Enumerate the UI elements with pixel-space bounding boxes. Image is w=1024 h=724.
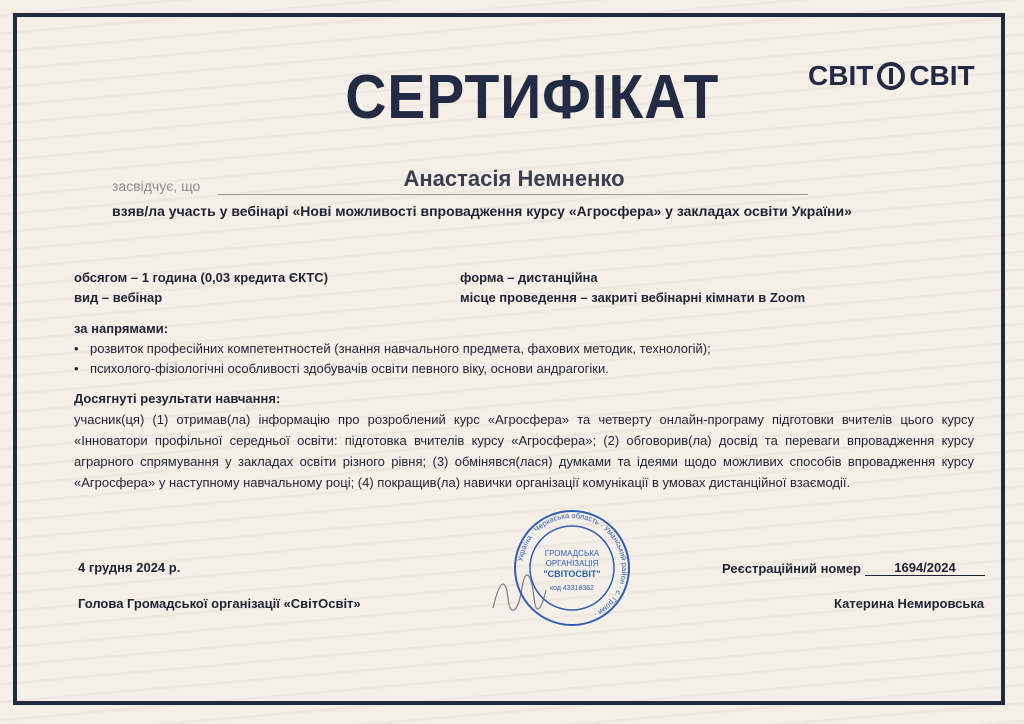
registration-label: Реєстраційний номер [722,561,861,576]
logo-text-left: СВІТ [808,60,874,91]
logo-text-right: СВІТ [909,60,975,91]
stamp-line2: ОРГАНІЗАЦІЯ [545,559,599,568]
directions-section [74,319,954,379]
stamp-line1: ГРОМАДСЬКА [544,549,600,558]
participation-text: взяв/ла участь у вебінарі «Нові можливості впровадження курсу «Агросфера» у закладах освіти України» [112,203,852,219]
stamp-line3: "СВІТОСВІТ" [543,569,601,579]
stamp-code: код 43318362 [549,585,595,592]
certificate-title: СЕРТИФІКАТ [345,63,720,132]
volume-text: обсягом – 1 година (0,03 кредита ЄКТС) [74,270,329,285]
place-text: місце проведення – закриті вебінарні кімнати в Zoom [460,290,806,305]
name-underline [218,194,808,195]
recipient-name: Анастасія Немненко [403,166,625,191]
direction-item: • розвиток професійних компетентностей (знання навчального предмета, фахових методик, технологій); [74,339,954,359]
logo-circle-icon [877,62,905,90]
form-text: форма – дистанційна [460,270,598,285]
stamp-inner-ring [530,526,614,610]
direction-item: • психолого-фізіологічні особливості здобувачів освіти певного віку, основи андрагогіки. [74,359,954,379]
directions-heading: за напрямами: [74,321,169,336]
results-heading: Досягнуті результати навчання: [74,391,281,406]
head-title: Голова Громадської організації «СвітОсвіт» [78,596,361,611]
stamp-outer-text: Україна · Черкаська область · Уманський район · с. Громи · [515,510,630,620]
signer-name: Катерина Немировська [834,596,985,611]
details-right [460,268,805,308]
official-stamp [512,508,632,628]
certifies-label: засвідчує, що [112,178,201,194]
results-text: учасник(ця) (1) отримав(ла) інформацію про розроблений курс «Агросфера» та четверту онлайн-програму підготовки вчителів цього курсу «Інноватори профільної середньої освіти: підготовка вчителів курсу «Агросфера»; (2) обговорив(ла) досвід та переваги впровадження курсу аграрного спрямування у закладах освіти різного рівня; (3) обмінявся(лася) думками та ідеями щодо можливих способів впровадження курсу «Агросфера» у наступному навчальному році; (4) покращив(ла) навички організації комунікації в умовах дистанційної взаємодії. [74,412,974,490]
registration-number: 1694/2024 [865,560,985,576]
issue-date: 4 грудня 2024 р. [78,560,181,575]
results-section [74,388,974,493]
logo [808,58,975,94]
type-text: вид – вебінар [74,290,163,305]
details-left [74,268,328,308]
registration [722,560,985,576]
